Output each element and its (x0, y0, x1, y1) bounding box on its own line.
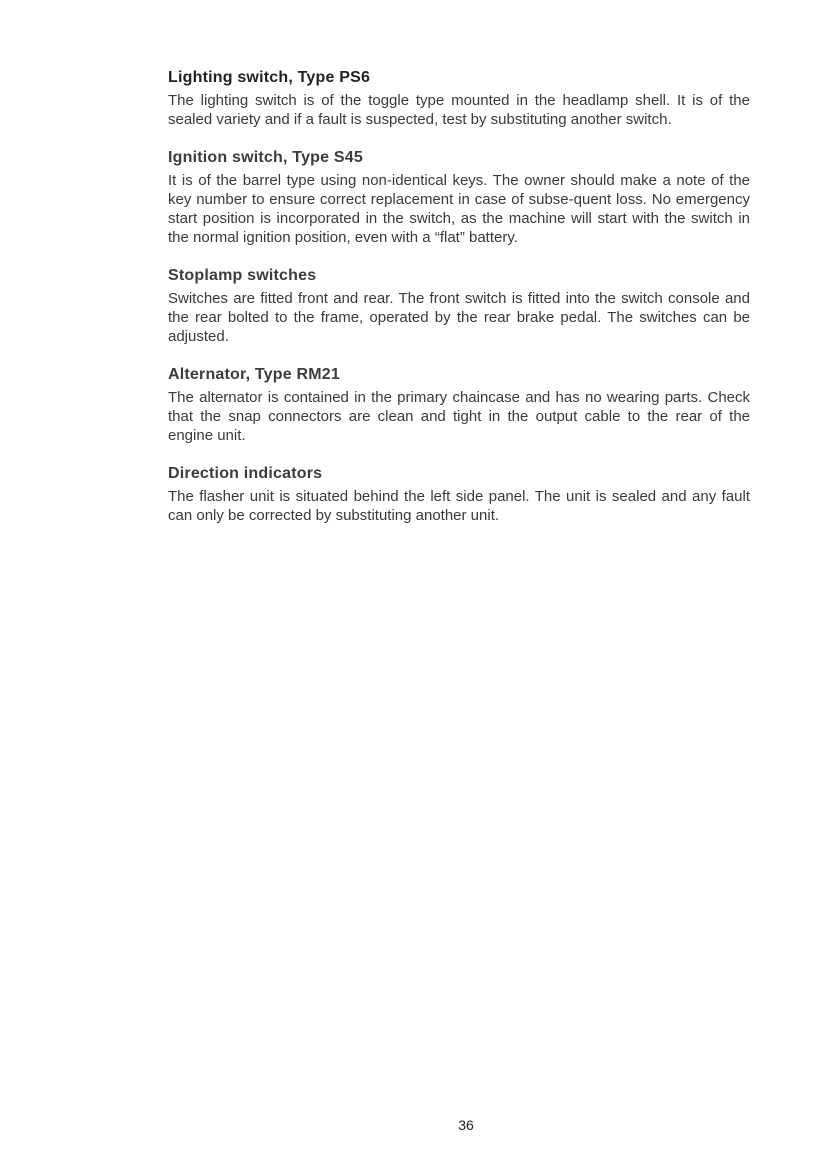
section-heading: Direction indicators (168, 465, 323, 482)
manual-page (168, 68, 750, 544)
section-body: The flasher unit is situated behind the left side panel. The unit is sealed and any fault can only be corrected by substituting another unit. (168, 488, 750, 524)
page-number: 36 (458, 1117, 474, 1133)
section-stoplamp-switches (168, 266, 750, 346)
section-alternator (168, 365, 750, 445)
section-body: Switches are fitted front and rear. The front switch is fitted into the switch console and the rear bolted to the frame, operated by the rear brake pedal. The switches can be adjusted. (168, 290, 750, 345)
section-heading: Stoplamp switches (168, 267, 317, 284)
section-body: The alternator is contained in the primary chaincase and has no wearing parts. Check that the snap connectors are clean and tight in the output cable to the rear of the engine unit. (168, 389, 750, 444)
section-body: The lighting switch is of the toggle type mounted in the headlamp shell. It is of the sealed variety and if a fault is suspected, test by substituting another switch. (168, 92, 750, 128)
section-heading: Alternator, Type RM21 (168, 366, 340, 383)
section-body: It is of the barrel type using non-identical keys. The owner should make a note of the key number to ensure correct replacement in case of subse-quent loss. No emergency start position is incorporated in the switch, as the machine will start with the switch in the normal ignition position, even with a “flat” battery. (168, 172, 750, 246)
section-direction-indicators (168, 464, 750, 525)
section-heading: Lighting switch, Type PS6 (168, 69, 371, 86)
section-lighting-switch (168, 68, 750, 129)
section-ignition-switch (168, 148, 750, 247)
section-heading: Ignition switch, Type S45 (168, 149, 363, 166)
